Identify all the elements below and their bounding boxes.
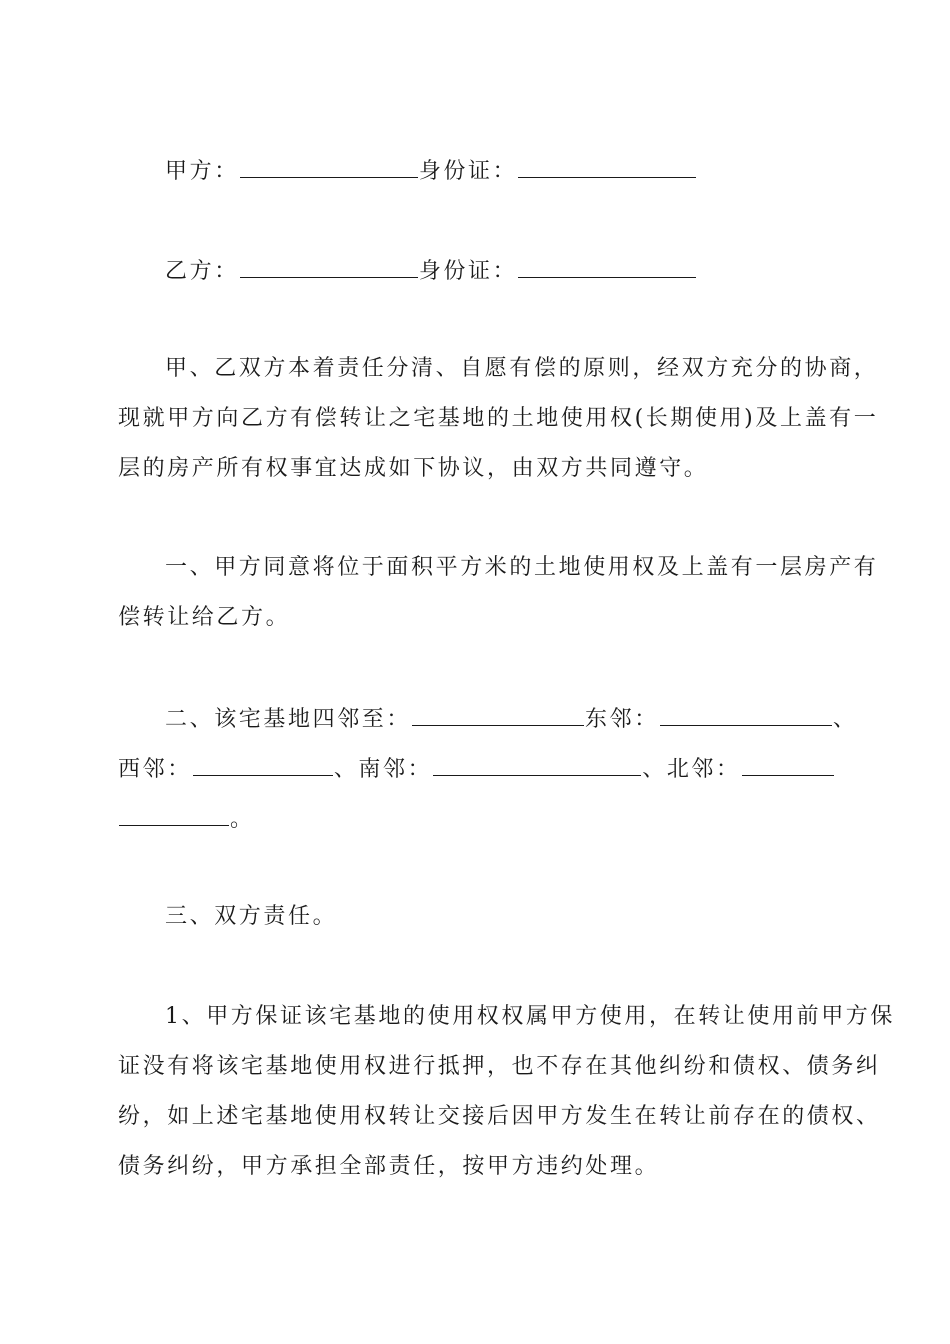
party-a-label: 甲方： bbox=[165, 159, 239, 184]
clause-2-line-2 bbox=[118, 753, 832, 785]
item-1-line-3: 纷，如上述宅基地使用权转让交接后因甲方发生在转让前存在的债权、 bbox=[118, 1104, 881, 1129]
party-b-label: 乙方： bbox=[165, 259, 239, 284]
party-a-name-blank[interactable] bbox=[240, 155, 418, 178]
clause-2-intro: 二、该宅基地四邻至： bbox=[165, 707, 412, 732]
party-a-id-blank[interactable] bbox=[518, 155, 696, 178]
item-1-line-2: 证没有将该宅基地使用权进行抵押，也不存在其他纠纷和债权、债务纠 bbox=[118, 1054, 881, 1079]
preamble-line-1: 甲、乙双方本着责任分清、自愿有偿的原则，经双方充分的协商， bbox=[165, 356, 879, 381]
east-neighbor-blank[interactable] bbox=[660, 703, 832, 726]
east-label: 东邻： bbox=[585, 707, 659, 732]
clause-1-line-2: 偿转让给乙方。 bbox=[118, 605, 291, 630]
preamble-line-2: 现就甲方向乙方有偿转让之宅基地的土地使用权(长期使用)及上盖有一 bbox=[118, 406, 879, 431]
north-label: 、北邻： bbox=[642, 757, 741, 782]
north-neighbor-blank-part-2[interactable] bbox=[119, 803, 229, 826]
west-label: 西邻： bbox=[118, 757, 192, 782]
clause-2-end: 。 bbox=[230, 807, 255, 832]
preamble-line-3: 层的房产所有权事宜达成如下协议，由双方共同遵守。 bbox=[118, 456, 709, 481]
item-1-line-4: 债务纠纷，甲方承担全部责任，按甲方违约处理。 bbox=[118, 1154, 660, 1179]
north-neighbor-blank-part-1[interactable] bbox=[742, 753, 834, 776]
clause-3-heading: 三、双方责任。 bbox=[165, 904, 338, 929]
clause-1-line-1: 一、甲方同意将位于面积平方米的土地使用权及上盖有一层房产有 bbox=[165, 555, 879, 580]
party-a-id-label: 身份证： bbox=[418, 159, 518, 184]
separator: 、 bbox=[832, 707, 858, 732]
party-b-line bbox=[165, 255, 832, 287]
item-1-line-1: 1、甲方保证该宅基地的使用权权属甲方使用，在转让使用前甲方保 bbox=[165, 1004, 895, 1029]
west-neighbor-blank[interactable] bbox=[193, 753, 333, 776]
neighbors-blank[interactable] bbox=[412, 703, 584, 726]
south-neighbor-blank[interactable] bbox=[433, 753, 641, 776]
clause-2-line-3 bbox=[118, 803, 832, 835]
party-a-line bbox=[165, 155, 832, 187]
clause-2-line-1 bbox=[165, 703, 858, 735]
party-b-id-label: 身份证： bbox=[418, 259, 518, 284]
party-b-id-blank[interactable] bbox=[518, 255, 696, 278]
south-label: 、南邻： bbox=[333, 757, 433, 782]
party-b-name-blank[interactable] bbox=[240, 255, 418, 278]
